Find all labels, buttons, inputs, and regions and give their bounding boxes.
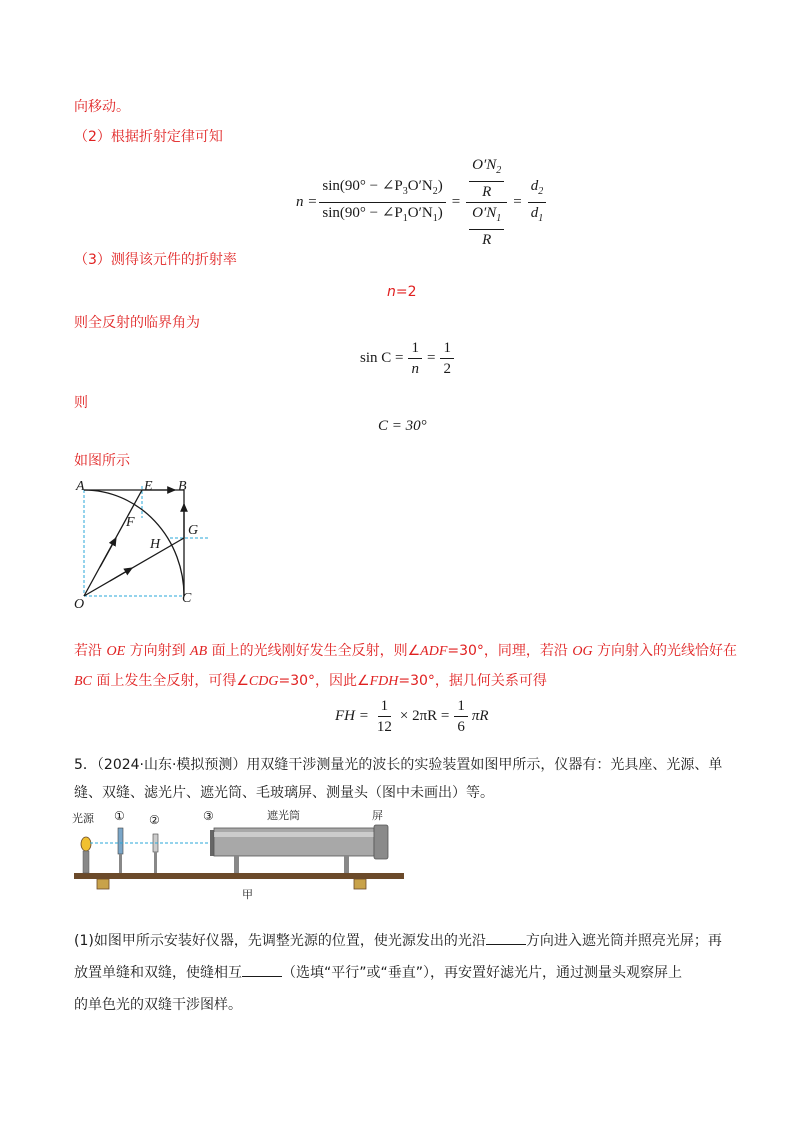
apparatus-diagram xyxy=(70,808,410,900)
formula-n-equals-2: n=2 xyxy=(387,284,417,300)
screen-end xyxy=(374,825,388,859)
optical-bench-rail xyxy=(74,873,404,879)
q5-part1-line1: (1)如图甲所示安装好仪器，先调整光源的位置，使光源发出的光沿 方向进入遮光筒并照亮光屏；再 xyxy=(74,933,722,949)
text-move-direction: 向移动。 xyxy=(74,99,130,115)
formula-sin-fraction: $\frac{\sin(90^\circ - \angle P_3O'N_2)}{\sin(90^\circ - \angle P_1O'N_1)}$ xyxy=(319,177,445,228)
formula-sin-c: sin C = $\frac{1}{n}$ = $\frac{1}{2}$ xyxy=(360,339,456,378)
label-f: F xyxy=(126,515,135,530)
label-g: G xyxy=(188,523,199,538)
formula-ratio-fraction: $\frac{\frac{O'N_2}{R}}{\frac{O'N_1}{R}}$ xyxy=(466,156,507,249)
label-light-source: 光源 xyxy=(72,812,94,825)
element-1-lens xyxy=(118,828,123,854)
text-then: 则 xyxy=(74,395,88,411)
label-c: C xyxy=(182,591,192,606)
label-a: A xyxy=(76,479,85,494)
label-circle-2: ② xyxy=(149,813,160,827)
blank-direction[interactable] xyxy=(486,944,526,945)
label-h: H xyxy=(150,537,161,552)
label-o: O xyxy=(74,597,85,612)
label-tube: 遮光筒 xyxy=(267,809,300,822)
formula-lhs: n = xyxy=(296,194,318,210)
text-part2-heading: （2）根据折射定律可知 xyxy=(74,129,223,145)
formula-d-fraction: $\frac{d_2}{d_1}$ xyxy=(528,177,547,228)
para-total-reflection-line2: BC 面上发生全反射，可得∠CDG=30°，因此∠FDH=30°，据几何关系可得 xyxy=(74,673,547,689)
label-b: B xyxy=(178,479,187,494)
formula-refraction-index: n = $\frac{\sin(90^\circ - \angle P_3O'N_2)}{\sin(90^\circ - \angle P_1O'N_1)}$ = $\frac{\frac{O'N_2}{R}}{\frac{O'N_1}{R}}$ = $\frac{d_2}{d_1}$ xyxy=(296,156,548,249)
label-figure-jia: 甲 xyxy=(242,888,253,900)
formula-c-30: C = 30° xyxy=(378,418,427,434)
question5-line2: 缝、双缝、滤光片、遮光筒、毛玻璃屏、测量头（图中未画出）等。 xyxy=(74,785,494,801)
label-e: E xyxy=(144,479,153,494)
geometry-diagram xyxy=(70,474,220,614)
q5-part1-line3: 的单色光的双缝干涉图样。 xyxy=(74,997,242,1013)
blank-parallel-perpendicular[interactable] xyxy=(242,976,282,977)
question5-line1: 5．（2024·山东·模拟预测）用双缝干涉测量光的波长的实验装置如图甲所示，仪器有：光具座、光源、单 xyxy=(74,757,723,773)
text-part3-heading: （3）测得该元件的折射率 xyxy=(74,252,237,268)
label-circle-1: ① xyxy=(114,809,125,823)
element-3-slit xyxy=(210,830,214,856)
formula-fh: FH = $\frac{1}{12}$ × 2πR = $\frac{1}{6}$ πR xyxy=(335,698,489,735)
label-circle-3: ③ xyxy=(203,809,214,823)
para-total-reflection-line1: 若沿 OE 方向射到 AB 面上的光线刚好发生全反射，则∠ADF=30°，同理，若沿 OG 方向射入的光线恰好在 xyxy=(74,643,738,659)
text-critical-angle: 则全反射的临界角为 xyxy=(74,315,200,331)
label-screen: 屏 xyxy=(372,809,383,822)
q5-part1-line2: 放置单缝和双缝，使缝相互 （选填“平行”或“垂直”），再安置好滤光片，通过测量头观察屏上 xyxy=(74,965,683,981)
light-bulb xyxy=(81,837,91,851)
ray-og xyxy=(84,538,184,596)
text-as-shown: 如图所示 xyxy=(74,453,130,469)
